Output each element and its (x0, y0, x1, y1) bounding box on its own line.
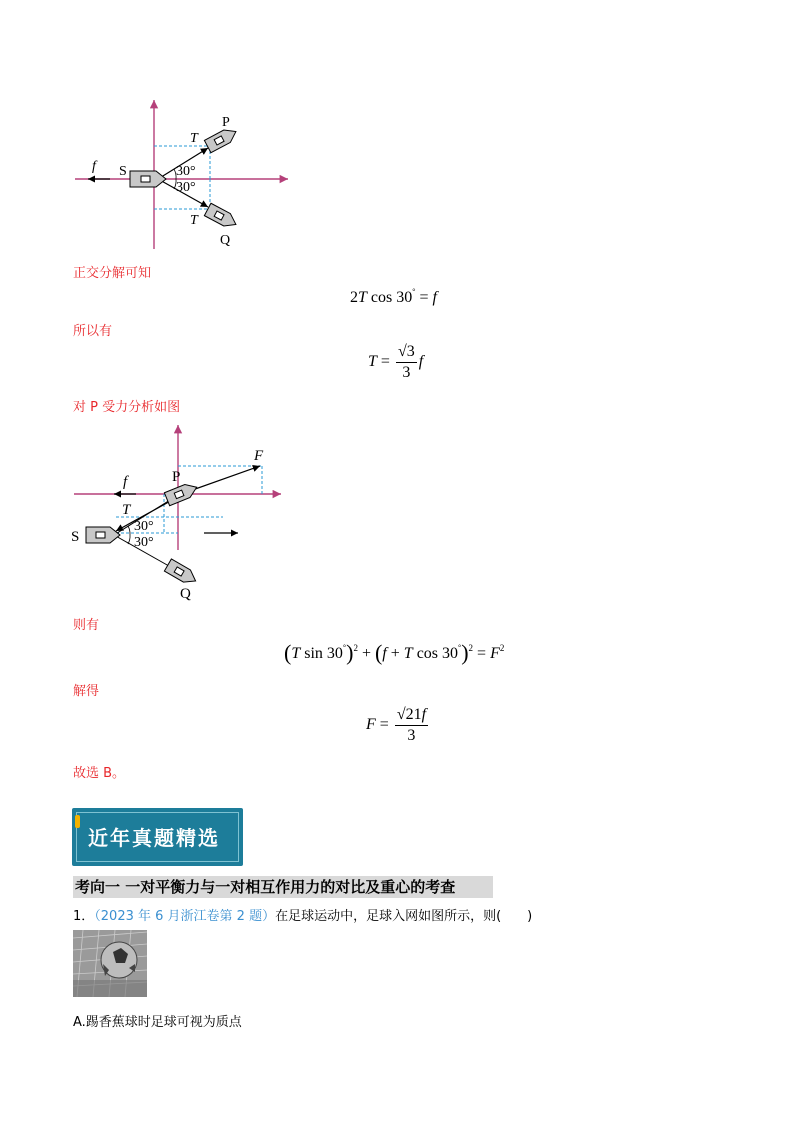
option-a: A.踢香蕉球时足球可视为质点 (73, 1015, 242, 1030)
question-stem: 在足球运动中，足球入网如图所示，则( ) (275, 909, 533, 924)
label-F: F (254, 448, 264, 464)
text-then: 则有 (73, 618, 100, 633)
boat-q (204, 203, 239, 230)
label-angle-lower: 30° (134, 535, 154, 550)
section-heading: 考向一 一对平衡力与一对相互作用力的对比及重心的考查 (73, 876, 493, 898)
question-number: 1． (73, 909, 95, 924)
label-p: P (222, 115, 230, 130)
label-angle-upper: 30° (134, 519, 154, 534)
force-diagram-2 (66, 420, 296, 602)
label-s: S (71, 529, 80, 545)
equation-1: 2T cos 30° = f (350, 287, 437, 306)
label-f: f (92, 159, 96, 174)
text-solve: 解得 (73, 684, 100, 699)
question-source: （2023 年 6 月浙江卷第 2 题） (94, 909, 276, 924)
label-t-upper: T (190, 131, 198, 146)
text-answer: 故选 B。 (73, 766, 126, 781)
label-angle-lower: 30° (176, 180, 196, 195)
label-q: Q (220, 233, 231, 248)
boat-p (164, 481, 199, 506)
boat-q (164, 559, 199, 587)
section-banner (72, 808, 243, 866)
equation-4: F = $\frac{√21f}{3}$ (366, 706, 427, 744)
force-diagram-1 (70, 92, 300, 252)
label-p: P (172, 469, 181, 485)
label-f: f (123, 474, 128, 490)
equation-3: (T sin 30°)$^2$ + (f + T $\cos 30^\circ)^2 = F^2$ (284, 640, 505, 665)
banner-tab-icon (75, 815, 80, 828)
equation-2: T = $\frac{√3}{3}$ f (368, 343, 424, 381)
label-t: T (122, 502, 131, 518)
label-t-lower: T (190, 213, 198, 228)
text-so: 所以有 (73, 324, 113, 339)
soccer-goal-photo (73, 930, 147, 997)
text-analysis: 对 P 受力分析如图 (73, 400, 181, 415)
banner-title: 近年真题精选 (88, 826, 220, 850)
text-orthogonal: 正交分解可知 (73, 266, 152, 281)
question-1 (73, 905, 532, 924)
label-s: S (119, 164, 127, 179)
label-angle-upper: 30° (176, 164, 196, 179)
label-q: Q (180, 586, 191, 602)
